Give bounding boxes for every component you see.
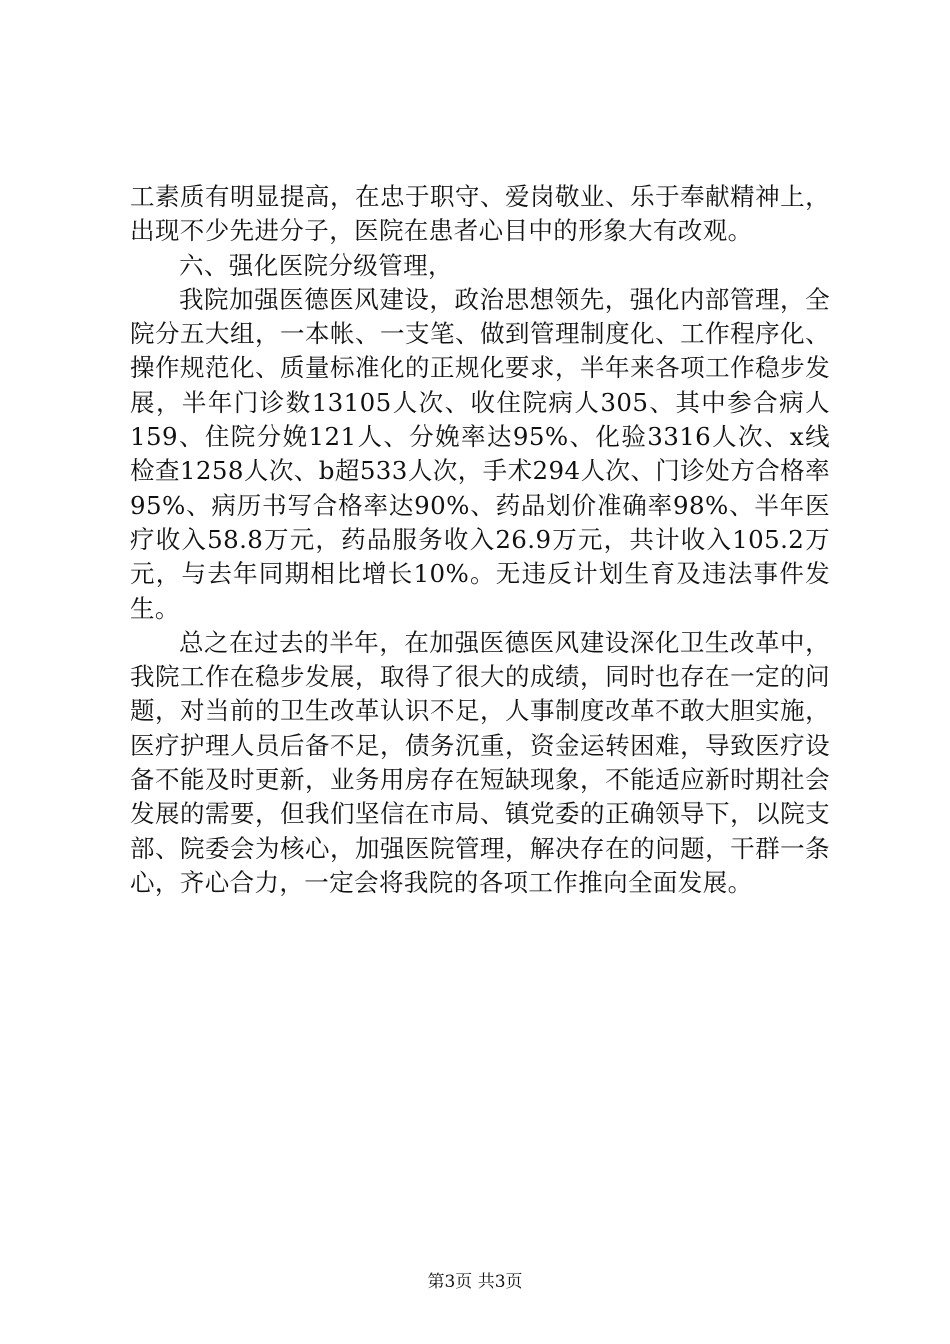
paragraph-continuation: 工素质有明显提高，在忠于职守、爱岗敬业、乐于奉献精神上，出现不少先进分子，医院在患者心目中的形象大有改观。 xyxy=(130,182,830,246)
section-heading-six: 六、强化医院分级管理， xyxy=(179,250,453,280)
paragraph-summary: 总之在过去的半年，在加强医德医风建设深化卫生改革中，我院工作在稳步发展，取得了很大的成绩，同时也存在一定的问题，对当前的卫生改革认识不足，人事制度改革不敢大胆实施，医疗护理人员后备不足，债务沉重，资金运转困难，导致医疗设备不能及时更新，业务用房存在短缺现象，不能适应新时期社会发展的需要，但我们坚信在市局、镇党委的正确领导下，以院支部、院委会为核心，加强医院管理，解决存在的问题，干群一条心，齐心合力，一定会将我院的各项工作推向全面发展。 xyxy=(130,627,830,897)
page-number-footer: 第3页 共3页 xyxy=(427,1272,523,1292)
document-body xyxy=(130,180,830,900)
paragraph-statistics: 我院加强医德医风建设，政治思想领先，强化内部管理，全院分五大组，一本帐、一支笔、做到管理制度化、工作程序化、操作规范化、质量标准化的正规化要求，半年来各项工作稳步发展，半年门诊数13105人次、收住院病人305、其中参合病人159、住院分娩121人、分娩率达95%、化验3316人次、x线检查1258人次、b超533人次，手术294人次、门诊处方合格率95%、病历书写合格率达90%、药品划价准确率98%、半年医疗收入58.8万元，药品服务收入26.9万元，共计收入105.2万元，与去年同期相比增长10%。无违反计划生育及违法事件发生。 xyxy=(130,284,830,623)
